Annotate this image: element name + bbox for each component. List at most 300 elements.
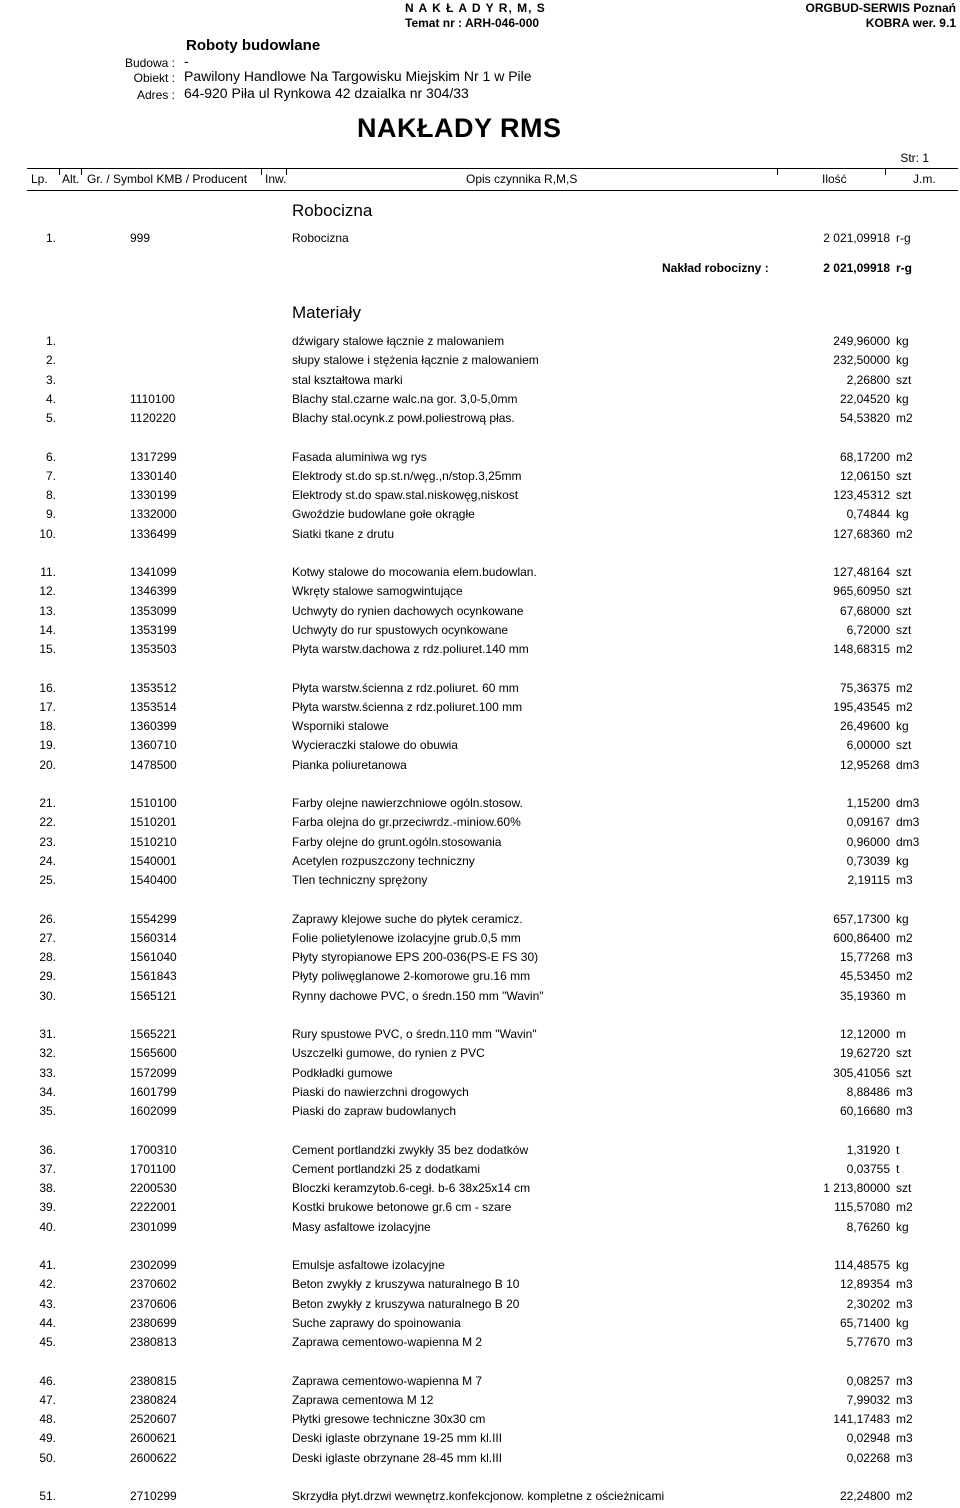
column-header-inw: Inw. bbox=[265, 172, 287, 186]
row-symbol: 1565121 bbox=[130, 988, 177, 1003]
table-row bbox=[0, 989, 960, 1008]
row-quantity: 2,26800 bbox=[846, 372, 890, 387]
row-unit: m2 bbox=[896, 1489, 913, 1503]
row-description: Farby olejne nawierzchniowe ogóln.stosow. bbox=[292, 796, 523, 810]
row-lp: 12. bbox=[39, 584, 56, 599]
row-quantity: 0,96000 bbox=[846, 834, 890, 849]
row-lp: 11. bbox=[40, 565, 56, 579]
row-lp: 43. bbox=[39, 1296, 56, 1311]
row-quantity: 127,48164 bbox=[833, 565, 890, 579]
table-row bbox=[0, 950, 960, 969]
table-row bbox=[0, 1046, 960, 1065]
row-quantity: 7,99032 bbox=[846, 1392, 890, 1407]
row-unit: m2 bbox=[896, 1200, 913, 1215]
row-symbol: 2200530 bbox=[130, 1181, 177, 1196]
table-row bbox=[0, 392, 960, 411]
row-symbol: 1330199 bbox=[130, 488, 177, 503]
row-quantity: 127,68360 bbox=[833, 526, 890, 541]
row-description: Masy asfaltowe izolacyjne bbox=[292, 1219, 431, 1234]
row-lp: 16. bbox=[39, 680, 56, 695]
row-symbol: 1554299 bbox=[130, 911, 177, 926]
table-row bbox=[0, 353, 960, 372]
row-lp: 49. bbox=[39, 1431, 56, 1446]
row-symbol: 2380699 bbox=[130, 1315, 177, 1330]
table-row bbox=[0, 681, 960, 700]
header-naklady-label: N A K Ł A D Y R, M, S bbox=[405, 1, 546, 15]
row-unit: szt bbox=[896, 1046, 912, 1061]
column-divider bbox=[261, 169, 262, 175]
row-quantity: 54,53820 bbox=[839, 411, 890, 426]
row-symbol: 1360399 bbox=[130, 719, 177, 734]
row-quantity: 12,89354 bbox=[839, 1277, 890, 1292]
row-quantity: 12,12000 bbox=[839, 1027, 890, 1041]
row-lp: 7. bbox=[45, 468, 56, 483]
row-description: Siatki tkane z drutu bbox=[292, 526, 395, 541]
column-header-jm: J.m. bbox=[913, 172, 936, 186]
row-unit: dm3 bbox=[896, 815, 920, 830]
row-lp: 27. bbox=[39, 930, 56, 945]
row-unit: m2 bbox=[896, 930, 913, 945]
row-unit: kg bbox=[896, 391, 909, 406]
row-unit: m3 bbox=[896, 1296, 913, 1311]
row-description: Cement portlandzki zwykły 35 bez dodatków bbox=[292, 1142, 529, 1157]
row-quantity: 657,17300 bbox=[833, 911, 890, 926]
row-description: Wkręty stalowe samogwintujące bbox=[292, 584, 463, 599]
row-unit: szt bbox=[896, 565, 912, 579]
row-quantity: 0,03755 bbox=[846, 1161, 890, 1176]
row-quantity: 0,74844 bbox=[846, 507, 890, 522]
table-row bbox=[0, 1104, 960, 1123]
adres-label: Adres : bbox=[136, 88, 175, 102]
row-unit: m2 bbox=[896, 680, 913, 695]
table-row bbox=[0, 469, 960, 488]
row-unit: szt bbox=[896, 468, 912, 483]
row-lp: 10. bbox=[39, 526, 56, 541]
row-unit: m3 bbox=[896, 1335, 913, 1350]
row-symbol: 1565600 bbox=[130, 1046, 177, 1061]
row-quantity: 35,19360 bbox=[839, 988, 890, 1003]
row-quantity: 26,49600 bbox=[839, 719, 890, 734]
row-quantity: 19,62720 bbox=[839, 1046, 890, 1061]
summary-unit: r-g bbox=[896, 261, 912, 275]
row-lp: 20. bbox=[39, 757, 56, 772]
row-lp: 28. bbox=[39, 950, 56, 965]
row-quantity: 0,02948 bbox=[846, 1431, 890, 1446]
row-unit: szt bbox=[896, 738, 912, 753]
row-lp: 29. bbox=[39, 969, 56, 984]
row-lp: 18. bbox=[39, 719, 56, 734]
row-lp: 37. bbox=[39, 1161, 56, 1176]
table-row bbox=[0, 1393, 960, 1412]
row-symbol: 1353512 bbox=[130, 680, 177, 695]
row-lp: 6. bbox=[45, 449, 56, 464]
row-lp: 40. bbox=[39, 1219, 56, 1234]
row-quantity: 232,50000 bbox=[833, 353, 890, 368]
row-description: Tlen techniczny sprężony bbox=[292, 873, 428, 888]
row-symbol: 1353514 bbox=[130, 699, 177, 714]
row-unit: kg bbox=[896, 507, 909, 522]
row-description: Elektrody st.do spaw.stal.niskowęg,niskost bbox=[292, 488, 519, 503]
row-symbol: 2301099 bbox=[130, 1219, 177, 1234]
table-row bbox=[0, 1066, 960, 1085]
table-row bbox=[0, 796, 960, 815]
row-symbol: 1110100 bbox=[130, 391, 175, 406]
row-quantity: 600,86400 bbox=[833, 930, 890, 945]
row-unit: kg bbox=[896, 353, 909, 368]
row-description: Robocizna bbox=[292, 231, 349, 245]
row-quantity: 2 021,09918 bbox=[823, 231, 890, 245]
row-quantity: 123,45312 bbox=[833, 488, 890, 503]
row-unit: m2 bbox=[896, 411, 913, 426]
row-lp: 38. bbox=[39, 1181, 56, 1196]
row-quantity: 1 213,80000 bbox=[823, 1181, 890, 1196]
row-lp: 36. bbox=[39, 1142, 56, 1157]
adres-value: 64-920 Piła ul Rynkowa 42 dzaialka nr 304/33 bbox=[184, 85, 469, 101]
row-lp: 24. bbox=[39, 853, 56, 868]
row-description: Farba olejna do gr.przeciwrdz.-miniow.60% bbox=[292, 815, 521, 830]
row-lp: 22. bbox=[39, 815, 56, 830]
row-unit: dm3 bbox=[896, 796, 920, 810]
row-description: Beton zwykły z kruszywa naturalnego B 10 bbox=[292, 1277, 520, 1292]
column-header-alt: Alt. bbox=[62, 172, 80, 186]
row-description: Płyta warstw.ścienna z rdz.poliuret. 60 mm bbox=[292, 680, 519, 695]
column-divider bbox=[81, 169, 82, 175]
row-symbol: 1346399 bbox=[130, 584, 177, 599]
row-unit: m3 bbox=[896, 1084, 913, 1099]
row-lp: 9. bbox=[45, 507, 56, 522]
row-unit: m3 bbox=[896, 1104, 913, 1119]
row-quantity: 148,68315 bbox=[833, 642, 890, 657]
table-row bbox=[0, 931, 960, 950]
row-unit: dm3 bbox=[896, 834, 920, 849]
row-description: Pianka poliuretanowa bbox=[292, 757, 407, 772]
row-description: Piaski do nawierzchni drogowych bbox=[292, 1084, 469, 1099]
row-symbol: 2520607 bbox=[130, 1412, 177, 1427]
table-row bbox=[0, 912, 960, 931]
row-quantity: 68,17200 bbox=[839, 449, 890, 464]
row-unit: szt bbox=[896, 488, 912, 503]
row-description: Farby olejne do grunt.ogóln.stosowania bbox=[292, 834, 502, 849]
row-lp: 50. bbox=[39, 1450, 56, 1465]
row-quantity: 8,76260 bbox=[846, 1219, 890, 1234]
row-lp: 44. bbox=[39, 1315, 56, 1330]
row-quantity: 2,19115 bbox=[847, 873, 890, 888]
row-quantity: 12,06150 bbox=[839, 468, 890, 483]
row-unit: m bbox=[896, 988, 906, 1003]
row-unit: m bbox=[896, 1027, 906, 1041]
row-quantity: 114,48575 bbox=[834, 1258, 890, 1272]
table-row bbox=[0, 334, 960, 353]
row-symbol: 1561040 bbox=[130, 950, 177, 965]
row-lp: 3. bbox=[45, 372, 56, 387]
column-divider bbox=[885, 169, 886, 175]
row-unit: kg bbox=[896, 334, 909, 348]
row-description: słupy stalowe i stężenia łącznie z malowaniem bbox=[292, 353, 539, 368]
row-quantity: 0,08257 bbox=[846, 1373, 890, 1388]
row-unit: m2 bbox=[896, 969, 913, 984]
budowa-label: Budowa : bbox=[124, 56, 175, 70]
row-lp: 1. bbox=[45, 231, 56, 245]
header-title: Roboty budowlane bbox=[186, 37, 321, 54]
row-symbol: 1478500 bbox=[130, 757, 177, 772]
row-symbol: 1540400 bbox=[130, 873, 177, 888]
row-description: dźwigary stalowe łącznie z malowaniem bbox=[292, 334, 505, 348]
row-description: Podkładki gumowe bbox=[292, 1065, 393, 1080]
row-description: Zaprawa cementowo-wapienna M 2 bbox=[292, 1335, 483, 1350]
row-unit: m3 bbox=[896, 1450, 913, 1465]
row-description: Uszczelki gumowe, do rynien z PVC bbox=[292, 1046, 485, 1061]
row-description: Blachy stal.czarne walc.na gor. 3,0-5,0mm bbox=[292, 391, 518, 406]
row-unit: m2 bbox=[896, 449, 913, 464]
row-description: Wycieraczki stalowe do obuwia bbox=[292, 738, 458, 753]
table-row bbox=[0, 507, 960, 526]
header-program-version: KOBRA wer. 9.1 bbox=[865, 16, 956, 30]
row-lp: 48. bbox=[39, 1412, 56, 1427]
row-symbol: 1510201 bbox=[130, 815, 177, 830]
row-quantity: 5,77670 bbox=[846, 1335, 890, 1350]
budowa-value: - bbox=[184, 53, 189, 69]
section-title-robocizna: Robocizna bbox=[292, 201, 373, 220]
row-unit: m2 bbox=[896, 699, 913, 714]
row-lp: 21. bbox=[39, 796, 56, 810]
row-lp: 23. bbox=[39, 834, 56, 849]
table-row bbox=[0, 1277, 960, 1296]
row-description: Uchwyty do rynien dachowych ocynkowane bbox=[292, 603, 524, 618]
table-row bbox=[0, 642, 960, 661]
row-unit: m3 bbox=[896, 950, 913, 965]
row-description: Płyty styropianowe EPS 200-036(PS-E FS 30) bbox=[292, 950, 539, 965]
row-quantity: 0,02268 bbox=[846, 1450, 890, 1465]
row-symbol: 1353099 bbox=[130, 603, 177, 618]
table-row bbox=[0, 1143, 960, 1162]
row-description: Płytki gresowe techniczne 30x30 cm bbox=[292, 1412, 486, 1427]
row-symbol: 1336499 bbox=[130, 526, 177, 541]
summary-label: Nakład robocizny : bbox=[662, 261, 769, 275]
row-unit: kg bbox=[896, 1315, 909, 1330]
document-title: NAKŁADY RMS bbox=[357, 113, 562, 143]
row-lp: 46. bbox=[39, 1373, 56, 1388]
row-unit: t bbox=[896, 1161, 900, 1176]
row-symbol: 1601799 bbox=[130, 1084, 177, 1099]
table-row bbox=[0, 1489, 960, 1508]
page-number: Str: 1 bbox=[900, 151, 929, 165]
section-title-materialy: Materiały bbox=[292, 303, 361, 322]
table-row bbox=[0, 1027, 960, 1046]
robocizna-summary-row bbox=[0, 261, 960, 280]
row-lp: 1. bbox=[45, 334, 56, 348]
row-unit: t bbox=[896, 1142, 900, 1157]
table-row bbox=[0, 1220, 960, 1239]
row-symbol: 1602099 bbox=[130, 1104, 177, 1119]
table-row bbox=[0, 527, 960, 546]
row-description: stal kształtowa marki bbox=[292, 372, 403, 387]
column-header-ilosc: Ilość bbox=[822, 172, 847, 186]
obiekt-value: Pawilony Handlowe Na Targowisku Miejskim Nr 1 w Pile bbox=[184, 68, 532, 84]
row-symbol: 2370602 bbox=[130, 1277, 177, 1292]
row-unit: kg bbox=[896, 1258, 909, 1272]
row-description: Wsporniki stalowe bbox=[292, 719, 389, 734]
row-description: Kotwy stalowe do mocowania elem.budowlan. bbox=[292, 565, 537, 579]
row-unit: szt bbox=[896, 372, 912, 387]
table-row bbox=[0, 1200, 960, 1219]
table-row bbox=[0, 373, 960, 392]
row-quantity: 15,77268 bbox=[839, 950, 890, 965]
row-quantity: 141,17483 bbox=[833, 1412, 890, 1427]
row-symbol: 1540001 bbox=[130, 853, 177, 868]
row-description: Zaprawa cementowa M 12 bbox=[292, 1392, 434, 1407]
row-lp: 13. bbox=[39, 603, 56, 618]
row-quantity: 2,30202 bbox=[846, 1296, 890, 1311]
row-unit: r-g bbox=[896, 231, 911, 245]
row-lp: 41. bbox=[39, 1258, 56, 1272]
row-description: Płyta warstw.ścienna z rdz.poliuret.100 mm bbox=[292, 699, 523, 714]
table-row bbox=[0, 1451, 960, 1470]
table-row bbox=[0, 604, 960, 623]
row-symbol: 1561843 bbox=[130, 969, 177, 984]
row-unit: m3 bbox=[896, 1373, 913, 1388]
table-row bbox=[0, 565, 960, 584]
row-lp: 17. bbox=[39, 699, 56, 714]
table-row bbox=[0, 488, 960, 507]
row-description: Elektrody st.do sp.st.n/węg.,n/stop.3,25mm bbox=[292, 468, 522, 483]
table-row bbox=[0, 700, 960, 719]
column-header-symbol: Gr. / Symbol KMB / Producent bbox=[87, 172, 248, 186]
row-lp: 26. bbox=[39, 911, 56, 926]
row-quantity: 305,41056 bbox=[833, 1065, 890, 1080]
row-quantity: 1,31920 bbox=[846, 1142, 890, 1157]
row-lp: 15. bbox=[39, 642, 56, 657]
row-symbol: 999 bbox=[130, 231, 151, 245]
row-description: Folie polietylenowe izolacyjne grub.0,5 mm bbox=[292, 930, 521, 945]
row-description: Płyta warstw.dachowa z rdz.poliuret.140 mm bbox=[292, 642, 529, 657]
table-row bbox=[0, 758, 960, 777]
row-symbol: 2710299 bbox=[130, 1489, 177, 1503]
row-symbol: 2302099 bbox=[130, 1258, 177, 1272]
row-description: Rynny dachowe PVC, o średn.150 mm "Wavin" bbox=[292, 988, 544, 1003]
row-symbol: 1560314 bbox=[130, 930, 177, 945]
row-symbol: 1330140 bbox=[130, 468, 177, 483]
row-symbol: 2380815 bbox=[130, 1373, 177, 1388]
row-lp: 47. bbox=[39, 1392, 56, 1407]
row-unit: m2 bbox=[896, 642, 913, 657]
row-quantity: 0,73039 bbox=[846, 853, 890, 868]
row-symbol: 1341099 bbox=[130, 565, 177, 579]
row-quantity: 60,16680 bbox=[839, 1104, 890, 1119]
row-description: Piaski do zapraw budowlanych bbox=[292, 1104, 457, 1119]
row-quantity: 195,43545 bbox=[833, 699, 890, 714]
row-description: Uchwyty do rur spustowych ocynkowane bbox=[292, 622, 509, 637]
row-symbol: 1353503 bbox=[130, 642, 177, 657]
row-quantity: 8,88486 bbox=[846, 1084, 890, 1099]
table-row bbox=[0, 1374, 960, 1393]
row-unit: m3 bbox=[896, 1392, 913, 1407]
row-description: Deski iglaste obrzynane 19-25 mm kl.III bbox=[292, 1431, 503, 1446]
row-description: Rury spustowe PVC, o średn.110 mm "Wavin" bbox=[292, 1027, 537, 1041]
row-symbol: 1360710 bbox=[130, 738, 177, 753]
row-description: Acetylen rozpuszczony techniczny bbox=[292, 853, 475, 868]
row-unit: kg bbox=[896, 719, 909, 734]
table-row bbox=[0, 854, 960, 873]
row-description: Suche zaprawy do spoinowania bbox=[292, 1315, 461, 1330]
row-lp: 14. bbox=[39, 622, 56, 637]
row-quantity: 67,68000 bbox=[839, 603, 890, 618]
table-row bbox=[0, 1412, 960, 1431]
row-lp: 35. bbox=[39, 1104, 56, 1119]
row-lp: 8. bbox=[45, 488, 56, 503]
row-unit: dm3 bbox=[896, 757, 920, 772]
row-symbol: 1332000 bbox=[130, 507, 177, 522]
table-row bbox=[0, 1431, 960, 1450]
table-row bbox=[0, 1316, 960, 1335]
row-unit: szt bbox=[896, 622, 912, 637]
row-symbol: 1120220 bbox=[130, 411, 176, 426]
row-description: Blachy stal.ocynk.z powł.poliestrową płas. bbox=[292, 411, 515, 426]
row-quantity: 12,95268 bbox=[839, 757, 890, 772]
row-description: Kostki brukowe betonowe gr.6 cm - szare bbox=[292, 1200, 512, 1215]
column-header-lp: Lp. bbox=[31, 172, 48, 186]
row-description: Zaprawa cementowo-wapienna M 7 bbox=[292, 1373, 483, 1388]
row-lp: 32. bbox=[39, 1046, 56, 1061]
column-divider bbox=[59, 169, 60, 175]
row-unit: szt bbox=[896, 603, 912, 618]
row-lp: 34. bbox=[39, 1084, 56, 1099]
row-lp: 25. bbox=[39, 873, 56, 888]
row-description: Emulsje asfaltowe izolacyjne bbox=[292, 1258, 445, 1272]
row-lp: 4. bbox=[45, 391, 56, 406]
table-row bbox=[0, 738, 960, 757]
row-unit: szt bbox=[896, 584, 912, 599]
table-row bbox=[0, 1297, 960, 1316]
row-description: Zaprawy klejowe suche do płytek ceramicz. bbox=[292, 911, 523, 926]
row-quantity: 0,09167 bbox=[846, 815, 890, 830]
table-row bbox=[0, 1335, 960, 1354]
row-unit: kg bbox=[896, 911, 909, 926]
row-quantity: 45,53450 bbox=[839, 969, 890, 984]
row-unit: m3 bbox=[896, 1277, 913, 1292]
row-lp: 33. bbox=[39, 1065, 56, 1080]
row-quantity: 249,96000 bbox=[833, 334, 890, 348]
summary-value: 2 021,09918 bbox=[823, 261, 890, 275]
row-quantity: 965,60950 bbox=[833, 584, 890, 599]
row-description: Bloczki keramzytob.6-cegł. b-6 38x25x14 cm bbox=[292, 1181, 531, 1196]
row-lp: 19. bbox=[39, 738, 56, 753]
row-symbol: 1510100 bbox=[130, 796, 177, 810]
table-row bbox=[0, 1258, 960, 1277]
row-description: Gwoździe budowlane gołe okrągłe bbox=[292, 507, 475, 522]
row-description: Deski iglaste obrzynane 28-45 mm kl.III bbox=[292, 1450, 503, 1465]
row-symbol: 2222001 bbox=[130, 1200, 177, 1215]
row-lp: 51. bbox=[39, 1489, 56, 1503]
table-row bbox=[0, 411, 960, 430]
table-row bbox=[0, 873, 960, 892]
table-row bbox=[0, 231, 960, 250]
table-row bbox=[0, 719, 960, 738]
row-unit: kg bbox=[896, 853, 909, 868]
table-row bbox=[0, 1181, 960, 1200]
table-row bbox=[0, 584, 960, 603]
row-lp: 30. bbox=[39, 988, 56, 1003]
row-unit: m3 bbox=[896, 873, 913, 888]
obiekt-label: Obiekt : bbox=[133, 71, 175, 85]
row-symbol: 1353199 bbox=[130, 622, 177, 637]
row-quantity: 22,04520 bbox=[839, 391, 890, 406]
row-unit: szt bbox=[896, 1181, 912, 1196]
row-symbol: 1317299 bbox=[130, 449, 177, 464]
table-row bbox=[0, 1162, 960, 1181]
row-quantity: 65,71400 bbox=[839, 1315, 890, 1330]
table-row bbox=[0, 835, 960, 854]
row-symbol: 2380813 bbox=[130, 1335, 177, 1350]
